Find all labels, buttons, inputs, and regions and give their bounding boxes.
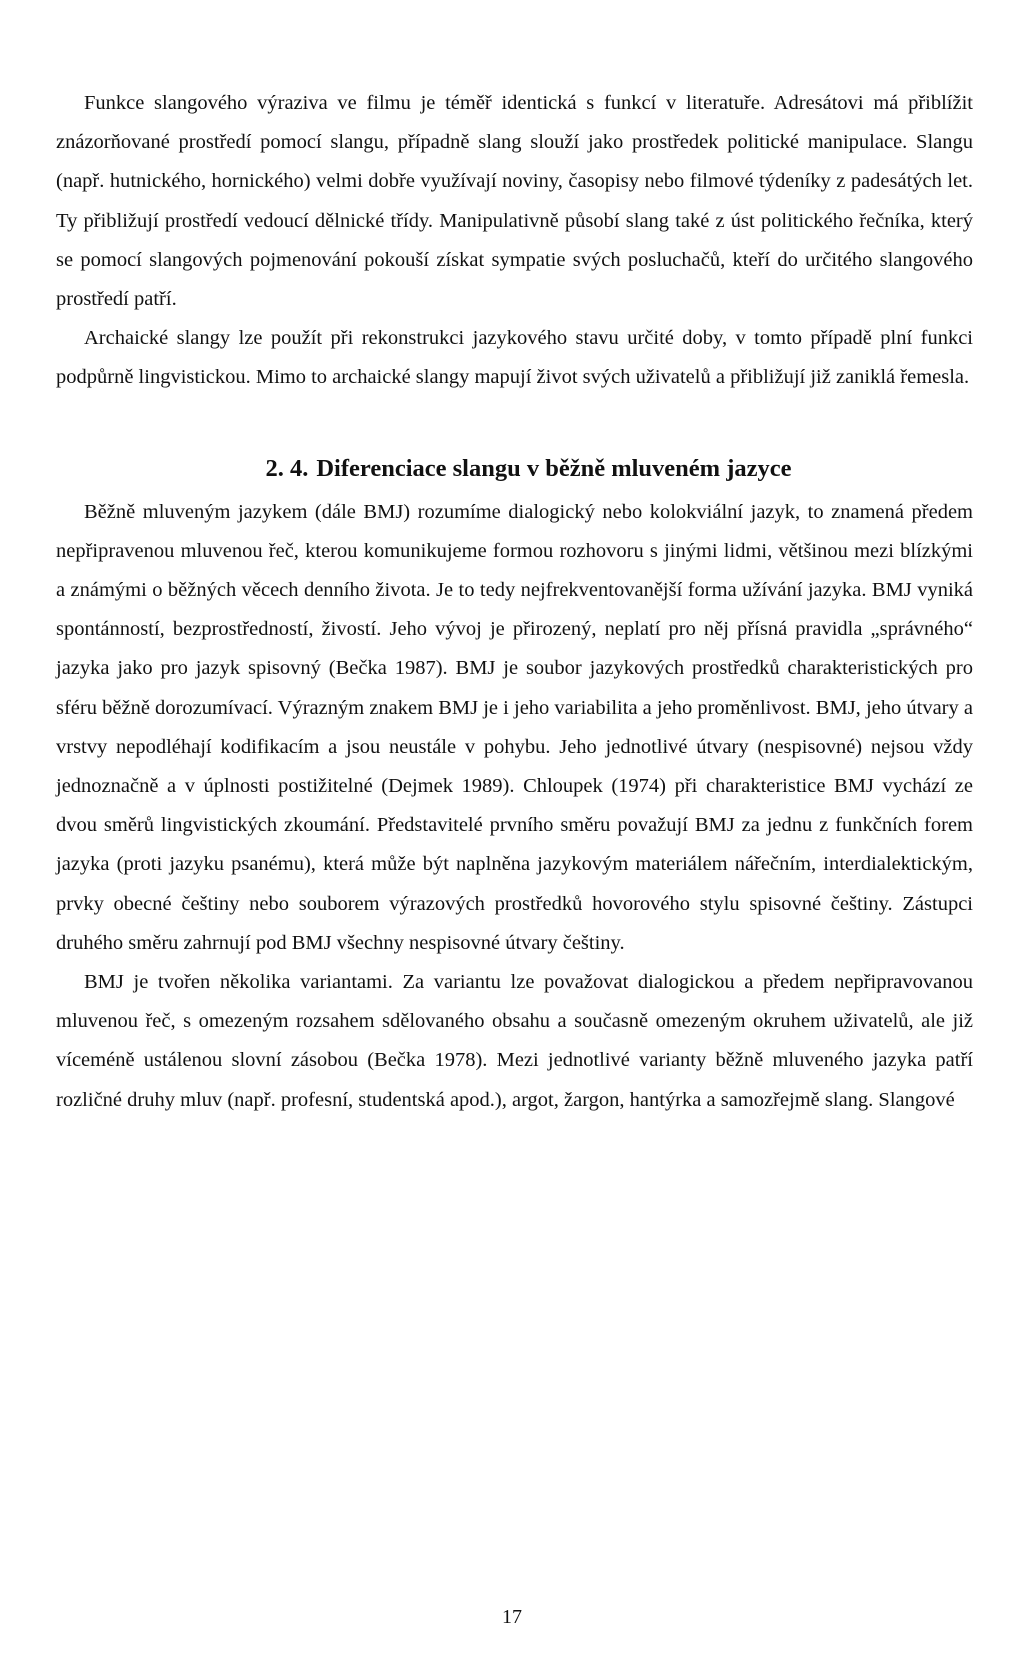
page-number: 17 bbox=[502, 1606, 522, 1628]
paragraph-bmj-definition: Běžně mluveným jazykem (dále BMJ) rozumíme dialogický nebo kolokviální jazyk, to znamená předem nepřipravenou mluvenou řeč, kterou komunikujeme formou rozhovoru s jinými lidmi, většinou mezi blízkými a známými o běžných věcech denního života. Je to tedy nejfrekventovanější forma užívání jazyka. BMJ vyniká spontánností, bezprostředností, živostí. Jeho vývoj je přirozený, neplatí pro něj přísná pravidla „správného“ jazyka jako pro jazyk spisovný (Bečka 1987). BMJ je soubor jazykových prostředků charakteristických pro sféru běžně dorozumívací. Výrazným znakem BMJ je i jeho variabilita a jeho proměnlivost. BMJ, jeho útvary a vrstvy nepodléhají kodifikacím a jsou neustále v pohybu. Jeho jednotlivé útvary (nespisovné) nejsou vždy jednoznačně a v úplnosti postižitelné (Dejmek 1989). Chloupek (1974) při charakteristice BMJ vychází ze dvou směrů lingvistických zkoumání. Představitelé prvního směru považují BMJ za jednu z funkčních forem jazyka (proti jazyku psanému), která může být naplněna jazykovým materiálem nářečním, interdialektickým, prvky obecné češtiny nebo souborem výrazových prostředků hovorového stylu spisovné češtiny. Zástupci druhého směru zahrnují pod BMJ všechny nespisovné útvary češtiny. bbox=[56, 500, 973, 954]
paragraph-film-slang: Funkce slangového výraziva ve filmu je téměř identická s funkcí v literatuře. Adresátovi má přiblížit znázorňované prostředí pomocí slangu, případně slang slouží jako prostředek politické manipulace. Slangu (např. hutnického, hornického) velmi dobře využívají noviny, časopisy nebo filmové týdeníky z padesátých let. Ty přibližují prostředí vedoucí dělnické třídy. Manipulativně působí slang také z úst politického řečníka, který se pomocí slangových pojmenování pokouší získat sympatie svých posluchačů, kteří do určitého slangového prostředí patří. bbox=[56, 92, 973, 311]
paragraph-bmj-variants: BMJ je tvořen několika variantami. Za variantu lze považovat dialogickou a předem nepřipravovanou mluvenou řeč, s omezeným rozsahem sdělovaného obsahu a současně omezeným okruhem uživatelů, ale již víceméně ustálenou slovní zásobou (Bečka 1978). Mezi jednotlivé varianty běžně mluveného jazyka patří rozličné druhy mluv (např. profesní, studentská apod.), argot, žargon, hantýrka a samozřejmě slang. Slangové bbox=[56, 971, 973, 1111]
paragraph-archaic-slang: Archaické slangy lze použít při rekonstrukci jazykového stavu určité doby, v tomto případě plní funkci podpůrně lingvistickou. Mimo to archaické slangy mapují život svých uživatelů a přibližují již zaniklá řemesla. bbox=[56, 327, 973, 389]
section-number: 2. 4. bbox=[265, 454, 309, 482]
section-title: Diferenciace slangu v běžně mluveném jazyce bbox=[316, 454, 792, 482]
document-page bbox=[56, 84, 973, 1120]
section-heading bbox=[56, 449, 973, 489]
